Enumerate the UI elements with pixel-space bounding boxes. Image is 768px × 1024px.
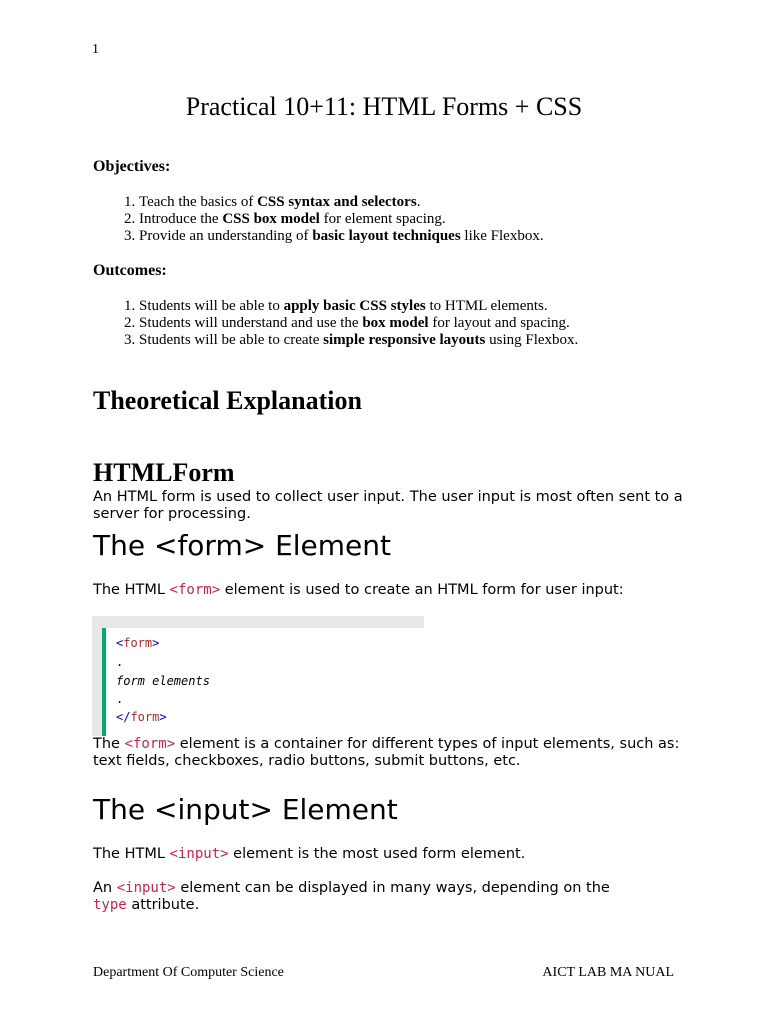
outcomes-list xyxy=(93,298,578,349)
code-example-panel xyxy=(102,628,428,736)
input-element-para-1: The HTML <input> element is the most used form element. xyxy=(93,846,526,862)
code-line: <form> xyxy=(116,636,160,650)
input-element-heading: The <input> Element xyxy=(93,793,398,826)
list-item: 2. Introduce the CSS box model for element spacing. xyxy=(139,211,544,228)
footer-right: AICT LAB MA NUAL xyxy=(542,965,674,980)
code-line: . xyxy=(116,692,124,706)
page-number: 1 xyxy=(92,42,99,57)
list-item: 2. Students will understand and use the box model for layout and spacing. xyxy=(139,315,578,332)
htmlform-heading: HTMLForm xyxy=(93,458,235,487)
outcomes-heading: Outcomes: xyxy=(93,262,167,279)
code-line: </form> xyxy=(116,710,167,724)
form-element-heading: The <form> Element xyxy=(93,529,392,562)
list-item: 1. Teach the basics of CSS syntax and selectors. xyxy=(139,194,544,211)
objectives-heading: Objectives: xyxy=(93,158,171,175)
footer-left: Department Of Computer Science xyxy=(93,965,284,980)
code-example-box xyxy=(92,616,424,736)
code-line: . xyxy=(116,655,124,669)
objectives-list xyxy=(93,194,544,245)
list-item: 3. Students will be able to create simple responsive layouts using Flexbox. xyxy=(139,332,578,349)
form-element-para-2: The <form> element is a container for different types of input elements, such as: text fields, checkboxes, radio buttons, submit buttons, etc. xyxy=(93,736,680,769)
theory-heading: Theoretical Explanation xyxy=(93,386,362,415)
form-element-para-1: The HTML <form> element is used to create an HTML form for user input: xyxy=(93,582,624,598)
htmlform-intro: An HTML form is used to collect user input. The user input is most often sent to a server for processing. xyxy=(93,489,683,522)
input-element-para-2: An <input> element can be displayed in many ways, depending on the type attribute. xyxy=(93,880,610,913)
list-item: 1. Students will be able to apply basic CSS styles to HTML elements. xyxy=(139,298,578,315)
code-line: form elements xyxy=(116,674,210,688)
list-item: 3. Provide an understanding of basic layout techniques like Flexbox. xyxy=(139,228,544,245)
document-title: Practical 10+11: HTML Forms + CSS xyxy=(185,92,583,121)
